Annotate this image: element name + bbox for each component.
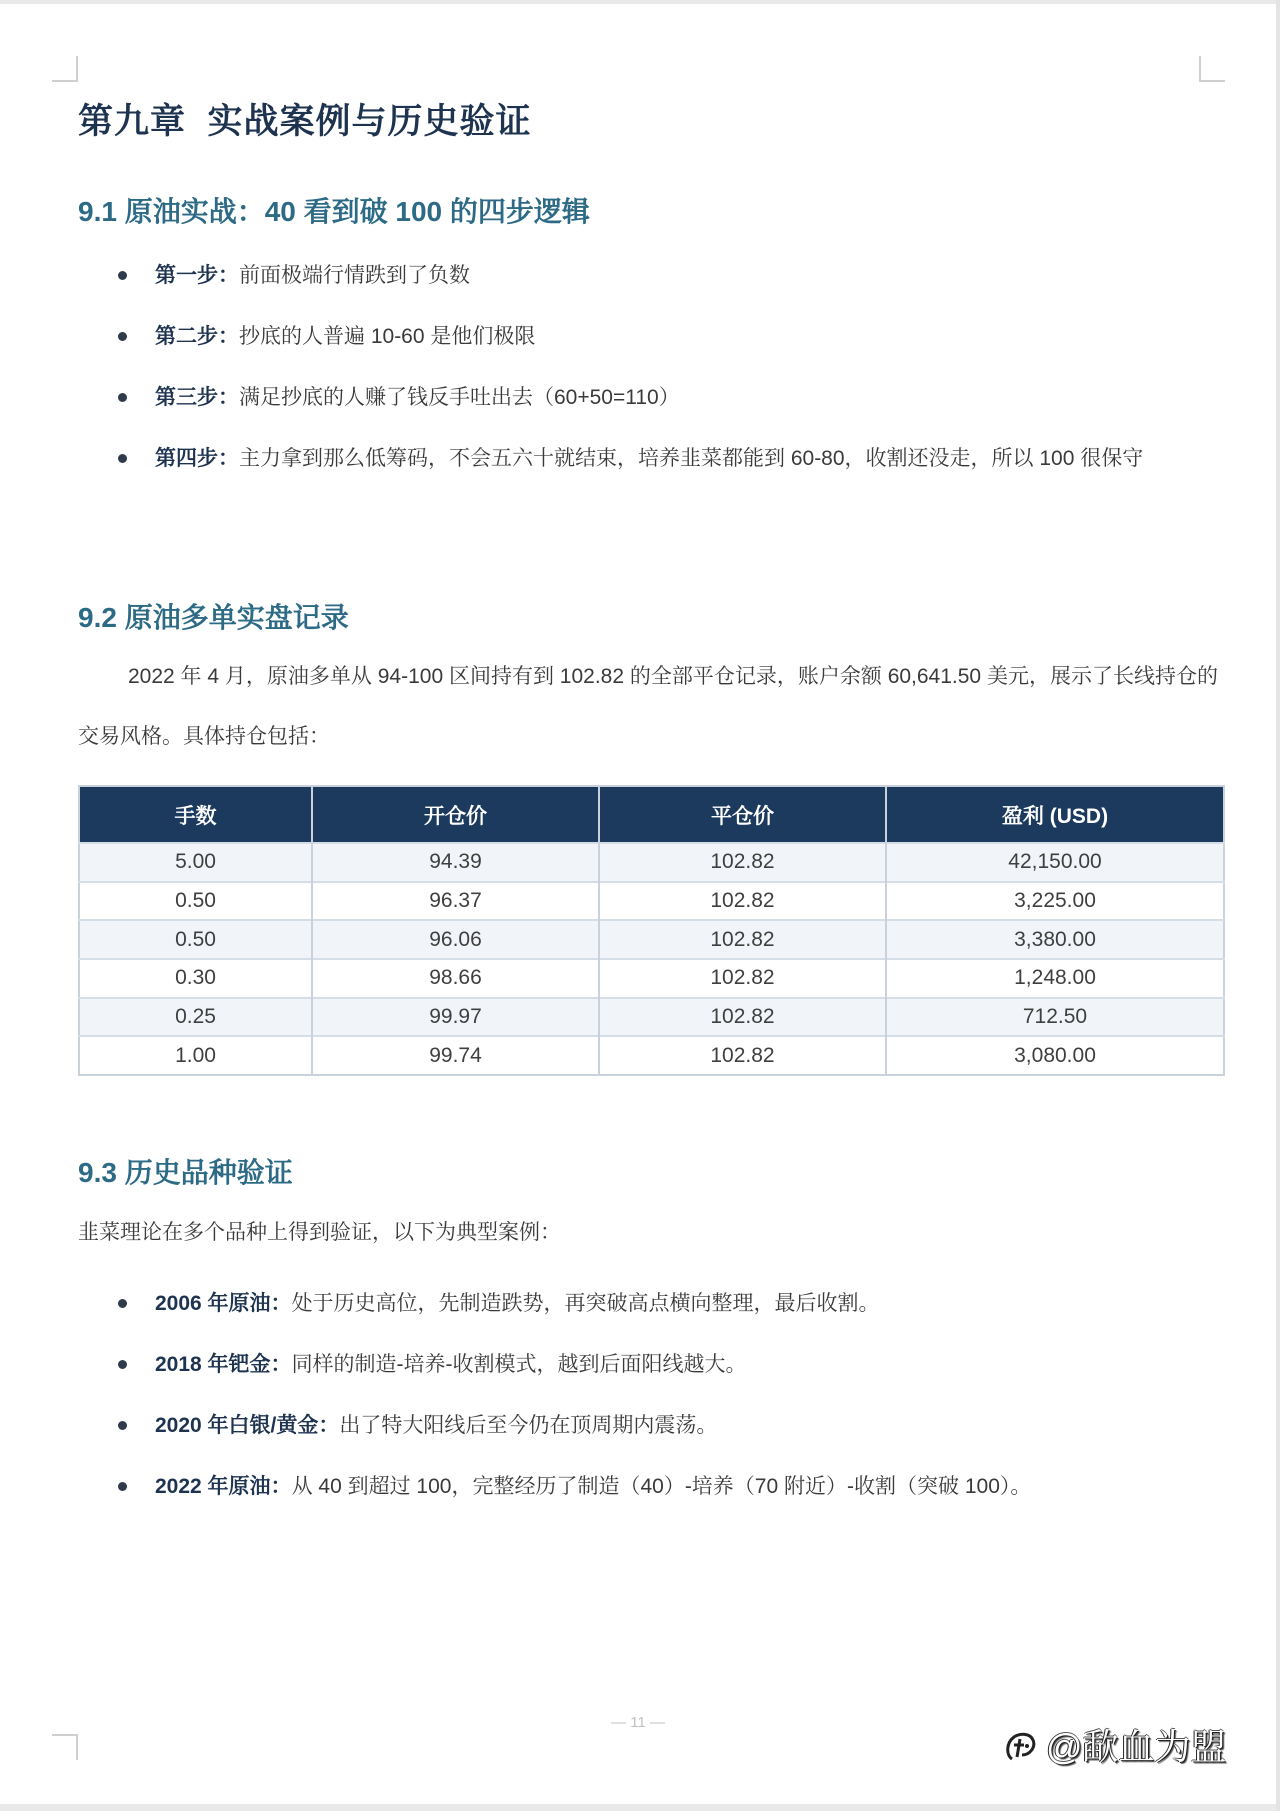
cell-profit: 42,150.00 xyxy=(886,843,1224,882)
page-edge xyxy=(1276,0,1280,1811)
list-item xyxy=(78,1275,1224,1333)
step-text: 主力拿到那么低筹码，不会五六十就结束，培养韭菜都能到 60-80，收割还没走，所以 100 很保守 xyxy=(239,447,1144,470)
column-header-close-price: 平仓价 xyxy=(599,786,886,843)
cell-lots: 0.30 xyxy=(79,959,312,998)
cell-close-price: 102.82 xyxy=(599,998,886,1037)
cell-profit: 3,225.00 xyxy=(886,882,1224,921)
step-text: 满足抄底的人赚了钱反手吐出去（60+50=110） xyxy=(239,386,680,409)
case-text: 从 40 到超过 100，完整经历了制造（40）-培养（70 附近）-收割（突破 100）。 xyxy=(291,1475,1032,1498)
list-item xyxy=(78,1336,1224,1394)
steps-list xyxy=(78,247,1224,488)
watermark-text: @歃血为盟 xyxy=(1046,1726,1227,1767)
bullet-icon xyxy=(118,393,127,402)
table-header-row xyxy=(79,786,1224,843)
case-label: 2022 年原油： xyxy=(155,1475,292,1498)
crop-mark-top-left xyxy=(52,56,78,82)
section-paragraph: 2022 年 4 月，原油多单从 94-100 区间持有到 102.82 的全部平仓记录，账户余额 60,641.50 美元，展示了长线持仓的交易风格。具体持仓包括： xyxy=(78,665,1218,748)
cell-close-price: 102.82 xyxy=(599,882,886,921)
cell-profit: 3,380.00 xyxy=(886,920,1224,959)
cell-open-price: 98.66 xyxy=(312,959,599,998)
list-item xyxy=(78,1458,1224,1516)
bullet-icon xyxy=(118,271,127,280)
cases-list xyxy=(78,1275,1224,1516)
table-row xyxy=(79,882,1224,921)
section-intro: 韭菜理论在多个品种上得到验证，以下为典型案例： xyxy=(78,1221,561,1244)
case-text: 处于历史高位，先制造跌势，再突破高点横向整理，最后收割。 xyxy=(291,1292,880,1315)
weibo-logo-icon xyxy=(1000,1725,1040,1765)
list-item xyxy=(78,308,1224,366)
cell-open-price: 96.37 xyxy=(312,882,599,921)
section-heading-9-3: 9.3 历史品种验证 xyxy=(78,1157,293,1188)
step-label: 第二步： xyxy=(155,325,239,348)
cell-profit: 712.50 xyxy=(886,998,1224,1037)
column-header-open-price: 开仓价 xyxy=(312,786,599,843)
cell-lots: 5.00 xyxy=(79,843,312,882)
case-text: 出了特大阳线后至今仍在顶周期内震荡。 xyxy=(339,1414,718,1437)
cell-lots: 1.00 xyxy=(79,1036,312,1075)
cell-open-price: 96.06 xyxy=(312,920,599,959)
step-text: 抄底的人普遍 10-60 是他们极限 xyxy=(239,325,536,348)
cell-profit: 3,080.00 xyxy=(886,1036,1224,1075)
table-row xyxy=(79,843,1224,882)
cell-profit: 1,248.00 xyxy=(886,959,1224,998)
bullet-icon xyxy=(118,1421,127,1430)
column-header-profit: 盈利 (USD) xyxy=(886,786,1224,843)
column-header-lots: 手数 xyxy=(79,786,312,843)
chapter-title: 第九章 实战案例与历史验证 xyxy=(78,102,532,141)
case-label: 2018 年钯金： xyxy=(155,1353,292,1376)
list-item xyxy=(78,369,1224,427)
cell-lots: 0.50 xyxy=(79,920,312,959)
cell-lots: 0.50 xyxy=(79,882,312,921)
step-label: 第三步： xyxy=(155,386,239,409)
table-row xyxy=(79,959,1224,998)
step-label: 第四步： xyxy=(155,447,239,470)
page-number: — 11 — xyxy=(611,1714,665,1731)
bullet-icon xyxy=(118,1360,127,1369)
step-label: 第一步： xyxy=(155,264,239,287)
watermark xyxy=(1000,1719,1227,1770)
case-text: 同样的制造-培养-收割模式，越到后面阳线越大。 xyxy=(291,1353,747,1376)
bullet-icon xyxy=(118,1299,127,1308)
crop-mark-bottom-left xyxy=(52,1734,78,1760)
list-item xyxy=(78,430,1224,488)
list-item xyxy=(78,1397,1224,1455)
cell-open-price: 99.74 xyxy=(312,1036,599,1075)
cell-close-price: 102.82 xyxy=(599,920,886,959)
positions-table xyxy=(78,785,1225,1076)
cell-open-price: 94.39 xyxy=(312,843,599,882)
cell-close-price: 102.82 xyxy=(599,1036,886,1075)
document-page xyxy=(0,4,1276,1804)
list-item xyxy=(78,247,1224,305)
table-row xyxy=(79,920,1224,959)
table-row xyxy=(79,998,1224,1037)
table-row xyxy=(79,1036,1224,1075)
step-text: 前面极端行情跌到了负数 xyxy=(239,264,470,287)
section-heading-9-1: 9.1 原油实战：40 看到破 100 的四步逻辑 xyxy=(78,196,590,227)
section-heading-9-2: 9.2 原油多单实盘记录 xyxy=(78,602,349,633)
bullet-icon xyxy=(118,1482,127,1491)
cell-close-price: 102.82 xyxy=(599,843,886,882)
cell-lots: 0.25 xyxy=(79,998,312,1037)
case-label: 2020 年白银/黄金： xyxy=(155,1414,340,1437)
bullet-icon xyxy=(118,332,127,341)
crop-mark-top-right xyxy=(1199,56,1225,82)
case-label: 2006 年原油： xyxy=(155,1292,292,1315)
cell-close-price: 102.82 xyxy=(599,959,886,998)
bullet-icon xyxy=(118,454,127,463)
cell-open-price: 99.97 xyxy=(312,998,599,1037)
